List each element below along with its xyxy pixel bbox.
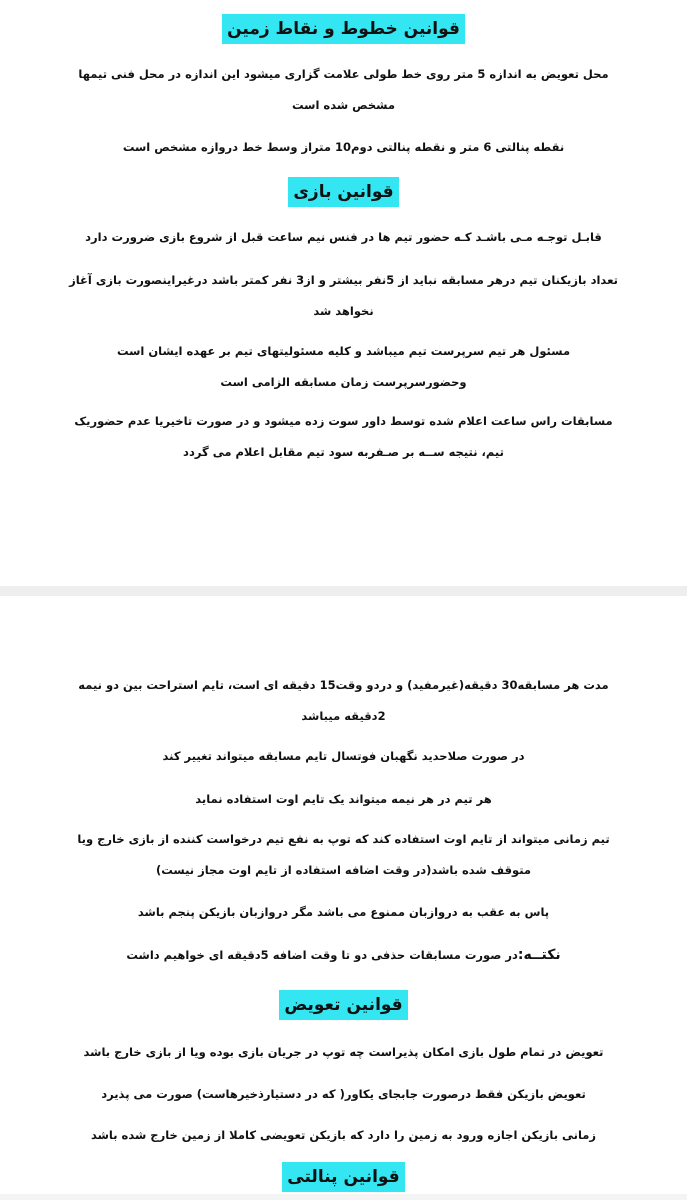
- paragraph-substitution-entry: زمانی بازیکن اجازه ورود به زمین را دارد که بازیکن تعویضی کاملا از زمین خارج شده باشد: [90, 1128, 597, 1142]
- paragraph-extra-time-note: [95, 940, 592, 971]
- heading-penalty-rules: قوانین پنالتی: [0, 1162, 687, 1192]
- paragraph-team-presence: قابـل توجـه مـی باشـد کـه حضور تیم ها در فنس نیم ساعت قبل از شروع بازی ضرورت دارد: [85, 230, 602, 244]
- heading-game-rules: قوانین بازی: [0, 177, 687, 207]
- paragraph-substitution-anytime: تعویض در تمام طول بازی امکان پذیراست چه توپ در جریان بازی بوده ویا از بازی خارج باشد: [83, 1045, 604, 1059]
- document-page-1: [0, 0, 687, 586]
- paragraph-timeout-per-half: هر تیم در هر نیمه میتواند یک تایم اوت استفاده نماید: [195, 792, 492, 806]
- document-page-2: [0, 596, 687, 1200]
- paragraph-team-supervisor: مسئول هر تیم سرپرست تیم میباشد و کلیه مسئولیتهای تیم بر عهده ایشان است وحضورسرپرست زمان مسابقه الزامی است: [116, 344, 571, 389]
- page-bottom-edge: [0, 1194, 687, 1200]
- paragraph-timeout-rule: تیم زمانی میتواند از تایم اوت استفاده کند که توپ به نفع تیم درخواست کننده از بازی خارج ویا متوقف شده باشد(در وقت اضافه استفاده از تایم اوت مجاز نیست): [77, 832, 610, 877]
- paragraph-player-count: تعداد بازیکنان تیم درهر مسابقه نباید از 5نفر بیشتر و از3 نفر کمتر باشد درغیراینصورت بازی آغاز نخواهد شد: [69, 273, 618, 318]
- note-label: نکتــه:: [517, 947, 561, 963]
- page-separator: [0, 586, 687, 596]
- paragraph-penalty-spot: نقطه پنالتی 6 متر و نقطه پنالتی دوم10 متراز وسط خط دروازه مشخص است: [122, 140, 565, 154]
- paragraph-backpass: پاس به عقب به دروازبان ممنوع می باشد مگر دروازبان بازیکن پنجم باشد: [137, 905, 550, 919]
- heading-substitution-rules: قوانین تعویض: [0, 990, 687, 1020]
- paragraph-substitution-zone-swap: تعویض بازیکن فقط درصورت جابجای یکاور( که در دستیارذخیرهاست) صورت می پذیرد: [101, 1087, 586, 1101]
- paragraph-substitution-zone: محل تعویض به اندازه 5 متر روی خط طولی علامت گزاری میشود این اندازه در محل فنی تیمها مشخص شده است: [78, 67, 609, 112]
- heading-field-rules: قوانین خطوط و نقاط زمین: [0, 14, 687, 44]
- paragraph-match-duration: مدت هر مسابقه30 دقیقه(غیرمفید) و دردو وقت15 دقیقه ای است، تایم استراحت بین دو نیمه 2دقیقه میباشد: [78, 678, 609, 723]
- paragraph-time-change: در صورت صلاحدید نگهبان فوتسال تایم مسابقه میتواند تغییر کند: [162, 749, 525, 763]
- note-text: در صورت مسابقات حذفی دو تا وقت اضافه 5دقیقه ای خواهیم داشت: [126, 948, 518, 962]
- paragraph-match-start: مسابقات راس ساعت اعلام شده توسط داور سوت زده میشود و در صورت تاخیریا عدم حضوریک تیم، نتیجه ســه بر صـفربه سود تیم مقابل اعلام می گردد: [74, 414, 613, 459]
